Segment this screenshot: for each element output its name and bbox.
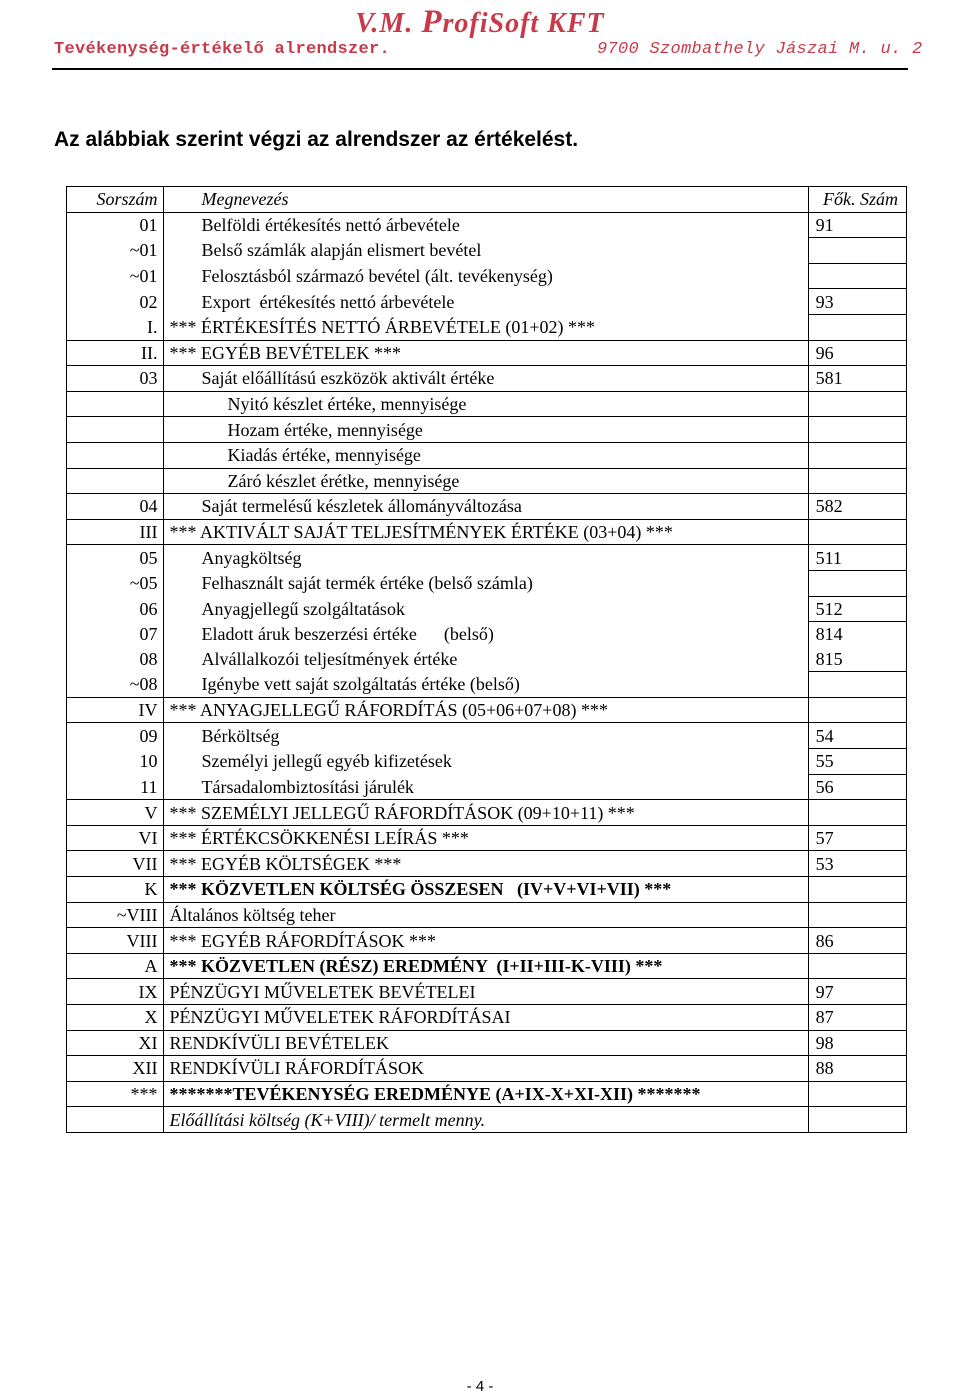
table-row — [67, 774, 907, 800]
row-name: Általános költség teher — [163, 902, 808, 928]
table-row — [67, 263, 907, 289]
row-name: *** EGYÉB KÖLTSÉGEK *** — [163, 851, 808, 877]
row-account: 91 — [808, 212, 906, 238]
row-account: 88 — [808, 1056, 906, 1082]
row-name: Igénybe vett saját szolgáltatás értéke (belső) — [163, 672, 808, 698]
row-account: 56 — [808, 774, 906, 800]
table-row — [67, 622, 907, 647]
row-account — [808, 697, 906, 723]
table-row — [67, 545, 907, 571]
column-header-megnevezes: Megnevezés — [163, 187, 808, 213]
row-account: 814 — [808, 622, 906, 647]
row-account: 98 — [808, 1030, 906, 1056]
row-account — [808, 519, 906, 545]
table-row-subtotal — [67, 314, 907, 340]
row-account — [808, 468, 906, 494]
row-code: 07 — [67, 622, 164, 647]
row-account: 815 — [808, 647, 906, 672]
table-row-detail — [67, 417, 907, 443]
row-code: ~VIII — [67, 902, 164, 928]
row-account: 581 — [808, 366, 906, 392]
table-row — [67, 494, 907, 520]
table-row — [67, 902, 907, 928]
table-row — [67, 723, 907, 749]
table-row-subtotal — [67, 928, 907, 954]
row-account — [808, 570, 906, 596]
row-name: Alvállalkozói teljesítmények értéke — [163, 647, 808, 672]
table-row-total — [67, 877, 907, 903]
row-code: K — [67, 877, 164, 903]
row-code: IX — [67, 979, 164, 1005]
table-row-subtotal — [67, 697, 907, 723]
table-row-subtotal — [67, 519, 907, 545]
table-row-subtotal — [67, 851, 907, 877]
page-number: - 4 - — [466, 1378, 494, 1395]
row-name: *** SZEMÉLYI JELLEGŰ RÁFORDÍTÁSOK (09+10+11) *** — [163, 800, 808, 826]
row-name: PÉNZÜGYI MŰVELETEK BEVÉTELEI — [163, 979, 808, 1005]
header-divider — [52, 68, 908, 70]
column-header-sorszam: Sorszám — [67, 187, 164, 213]
row-account: 93 — [808, 289, 906, 315]
row-account — [808, 877, 906, 903]
row-code: ~08 — [67, 672, 164, 698]
row-code: 02 — [67, 289, 164, 315]
row-name: Hozam értéke, mennyisége — [163, 417, 808, 443]
row-code: 11 — [67, 774, 164, 800]
row-code: ~01 — [67, 263, 164, 289]
row-code: ~05 — [67, 570, 164, 596]
row-code: A — [67, 953, 164, 979]
row-name: *** AKTIVÁLT SAJÁT TELJESÍTMÉNYEK ÉRTÉKE (03+04) *** — [163, 519, 808, 545]
row-code — [67, 417, 164, 443]
row-code: 08 — [67, 647, 164, 672]
table-row — [67, 749, 907, 775]
row-account: 512 — [808, 596, 906, 622]
row-code: III — [67, 519, 164, 545]
row-name: Saját termelésű készletek állományváltozása — [163, 494, 808, 520]
table-row-detail — [67, 442, 907, 468]
row-account — [808, 672, 906, 698]
row-code: VIII — [67, 928, 164, 954]
table-row — [67, 570, 907, 596]
row-account — [808, 902, 906, 928]
row-name: Kiadás értéke, mennyisége — [163, 442, 808, 468]
table-row — [67, 1030, 907, 1056]
row-account — [808, 953, 906, 979]
table-row — [67, 366, 907, 392]
row-account: 55 — [808, 749, 906, 775]
row-code: X — [67, 1005, 164, 1031]
table-row-note — [67, 1107, 907, 1133]
table-row — [67, 979, 907, 1005]
row-account — [808, 238, 906, 264]
intro-heading: Az alábbiak szerint végzi az alrendszer az értékelést. — [54, 128, 579, 151]
table-header-row — [67, 187, 907, 213]
row-account — [808, 1081, 906, 1107]
header-address: 9700 Szombathely Jászai M. u. 2 — [597, 40, 923, 59]
row-name: Felhasznált saját termék értéke (belső számla) — [163, 570, 808, 596]
row-name: Saját előállítású eszközök aktivált értéke — [163, 366, 808, 392]
table-row — [67, 238, 907, 264]
row-code: 03 — [67, 366, 164, 392]
row-name: *** KÖZVETLEN KÖLTSÉG ÖSSZESEN (IV+V+VI+VII) *** — [163, 877, 808, 903]
row-name: Előállítási költség (K+VIII)/ termelt menny. — [163, 1107, 808, 1133]
row-account — [808, 417, 906, 443]
row-name: *** KÖZVETLEN (RÉSZ) EREDMÉNY (I+II+III-K-VIII) *** — [163, 953, 808, 979]
row-account — [808, 391, 906, 417]
table-row — [67, 212, 907, 238]
row-name: Belföldi értékesítés nettó árbevétele — [163, 212, 808, 238]
table-row-detail — [67, 468, 907, 494]
row-code — [67, 391, 164, 417]
row-account: 96 — [808, 340, 906, 366]
row-code — [67, 1107, 164, 1133]
row-name: Anyagjellegű szolgáltatások — [163, 596, 808, 622]
row-account — [808, 314, 906, 340]
row-account: 97 — [808, 979, 906, 1005]
row-code: VI — [67, 825, 164, 851]
row-name: Bérköltség — [163, 723, 808, 749]
row-name: *** EGYÉB RÁFORDÍTÁSOK *** — [163, 928, 808, 954]
row-account — [808, 1107, 906, 1133]
row-name: Záró készlet érétke, mennyisége — [163, 468, 808, 494]
row-account: 53 — [808, 851, 906, 877]
table-row-subtotal — [67, 340, 907, 366]
header-subsystem-title: Tevékenység-értékelő alrendszer. — [54, 40, 391, 59]
row-code: 01 — [67, 212, 164, 238]
row-code: *** — [67, 1081, 164, 1107]
row-name: Felosztásból származó bevétel (ált. tevékenység) — [163, 263, 808, 289]
table-row — [67, 672, 907, 698]
row-name: Eladott áruk beszerzési értéke (belső) — [163, 622, 808, 647]
row-code — [67, 468, 164, 494]
table-row-subtotal — [67, 825, 907, 851]
row-name: *** ÉRTÉKESÍTÉS NETTÓ ÁRBEVÉTELE (01+02) *** — [163, 314, 808, 340]
row-name: *** ÉRTÉKCSÖKKENÉSI LEÍRÁS *** — [163, 825, 808, 851]
table-row — [67, 647, 907, 672]
row-account — [808, 442, 906, 468]
row-name: *******TEVÉKENYSÉG EREDMÉNYE (A+IX-X+XI-XII) ******* — [163, 1081, 808, 1107]
row-code: VII — [67, 851, 164, 877]
table-row — [67, 596, 907, 622]
table-row-total — [67, 953, 907, 979]
row-account: 511 — [808, 545, 906, 571]
company-name: V.M. ProfiSoft KFT — [355, 4, 605, 40]
row-account: 57 — [808, 825, 906, 851]
table-row — [67, 1005, 907, 1031]
row-code: 10 — [67, 749, 164, 775]
row-code: V — [67, 800, 164, 826]
row-code: 06 — [67, 596, 164, 622]
row-code: XII — [67, 1056, 164, 1082]
evaluation-table — [66, 186, 907, 1133]
table-row-subtotal — [67, 800, 907, 826]
row-code: 09 — [67, 723, 164, 749]
row-code — [67, 442, 164, 468]
row-account: 54 — [808, 723, 906, 749]
row-code: 04 — [67, 494, 164, 520]
row-code: I. — [67, 314, 164, 340]
column-header-fok-szam: Fők. Szám — [808, 187, 906, 213]
row-account — [808, 800, 906, 826]
table-row-detail — [67, 391, 907, 417]
row-account: 87 — [808, 1005, 906, 1031]
row-name: Anyagköltség — [163, 545, 808, 571]
row-account: 86 — [808, 928, 906, 954]
row-name: Nyitó készlet értéke, mennyisége — [163, 391, 808, 417]
row-code: ~01 — [67, 238, 164, 264]
row-name: Személyi jellegű egyéb kifizetések — [163, 749, 808, 775]
row-name: RENDKÍVÜLI RÁFORDÍTÁSOK — [163, 1056, 808, 1082]
row-code: 05 — [67, 545, 164, 571]
table-row — [67, 1056, 907, 1082]
row-name: *** EGYÉB BEVÉTELEK *** — [163, 340, 808, 366]
row-name: Társadalombiztosítási járulék — [163, 774, 808, 800]
row-code: IV — [67, 697, 164, 723]
row-name: *** ANYAGJELLEGŰ RÁFORDÍTÁS (05+06+07+08) *** — [163, 697, 808, 723]
table-row — [67, 289, 907, 315]
row-account — [808, 263, 906, 289]
table-row-result — [67, 1081, 907, 1107]
row-code: II. — [67, 340, 164, 366]
row-name: Belső számlák alapján elismert bevétel — [163, 238, 808, 264]
row-name: Export értékesítés nettó árbevétele — [163, 289, 808, 315]
row-name: RENDKÍVÜLI BEVÉTELEK — [163, 1030, 808, 1056]
row-code: XI — [67, 1030, 164, 1056]
row-name: PÉNZÜGYI MŰVELETEK RÁFORDÍTÁSAI — [163, 1005, 808, 1031]
row-account: 582 — [808, 494, 906, 520]
